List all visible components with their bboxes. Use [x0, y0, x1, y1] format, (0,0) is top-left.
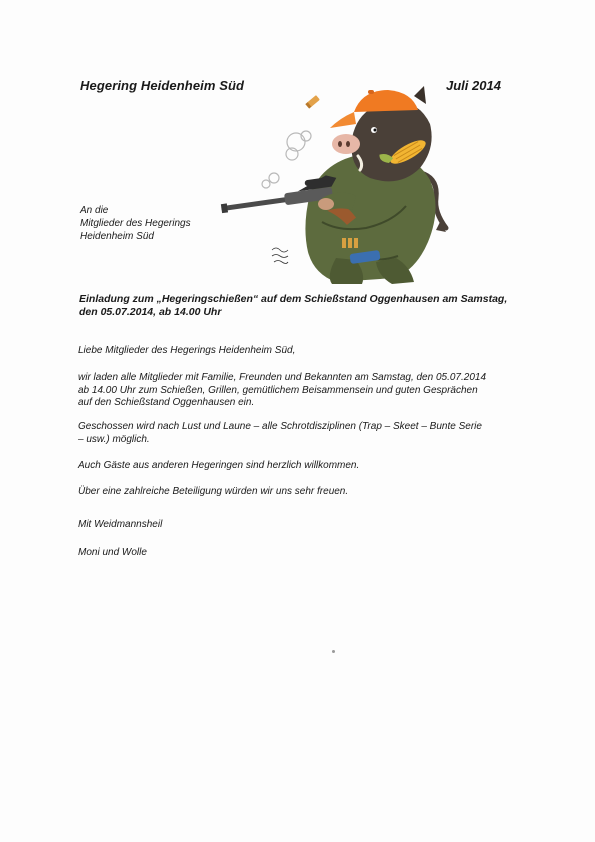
- smoke-rings: [262, 131, 311, 188]
- paragraph-line: – usw.) möglich.: [78, 433, 150, 445]
- flying-cartridge: [305, 95, 320, 109]
- subject-line-2: den 05.07.2014, ab 14.00 Uhr: [79, 306, 222, 318]
- paragraph-line: wir laden alle Mitglieder mit Familie, Freunden und Bekannten am Samstag, den 05.07.2014: [78, 372, 487, 383]
- address-line: Heidenheim Süd: [80, 231, 154, 242]
- boar-hunter-illustration-icon: [218, 82, 450, 288]
- artist-signature: [272, 248, 288, 264]
- participation-paragraph: Über eine zahlreiche Beteiligung würden wir uns sehr freuen.: [78, 486, 349, 497]
- paragraph-line: Geschossen wird nach Lust und Laune – alle Schrotdisziplinen (Trap – Skeet – Bunte Serie: [78, 421, 482, 432]
- paragraph-line: auf den Schießstand Oggenhausen ein.: [78, 397, 255, 408]
- guests-paragraph: Auch Gäste aus anderen Hegeringen sind herzlich willkommen.: [78, 460, 360, 471]
- subject-line-1: Einladung zum „Hegeringschießen“ auf dem Schießstand Oggenhausen am Samstag,: [79, 293, 508, 305]
- cartridge-belt: [342, 238, 358, 248]
- closing-salutation: Mit Weidmannsheil: [78, 519, 163, 530]
- letter-date: Juli 2014: [446, 78, 501, 93]
- address-line: Mitglieder des Hegerings: [80, 218, 191, 229]
- scan-speck: [332, 650, 335, 653]
- subject-line: [79, 293, 539, 319]
- recipient-address: [80, 204, 191, 243]
- organization-title: Hegering Heidenheim Süd: [80, 78, 245, 93]
- shooting-paragraph: [78, 421, 538, 446]
- address-line: An die: [80, 205, 109, 216]
- invitation-paragraph: [78, 372, 538, 410]
- greeting: Liebe Mitglieder des Hegerings Heidenheim Süd,: [78, 345, 296, 356]
- paragraph-line: ab 14.00 Uhr zum Schießen, Grillen, gemütlichem Beisammensein und guten Gesprächen: [78, 384, 478, 396]
- signature: Moni und Wolle: [78, 547, 147, 558]
